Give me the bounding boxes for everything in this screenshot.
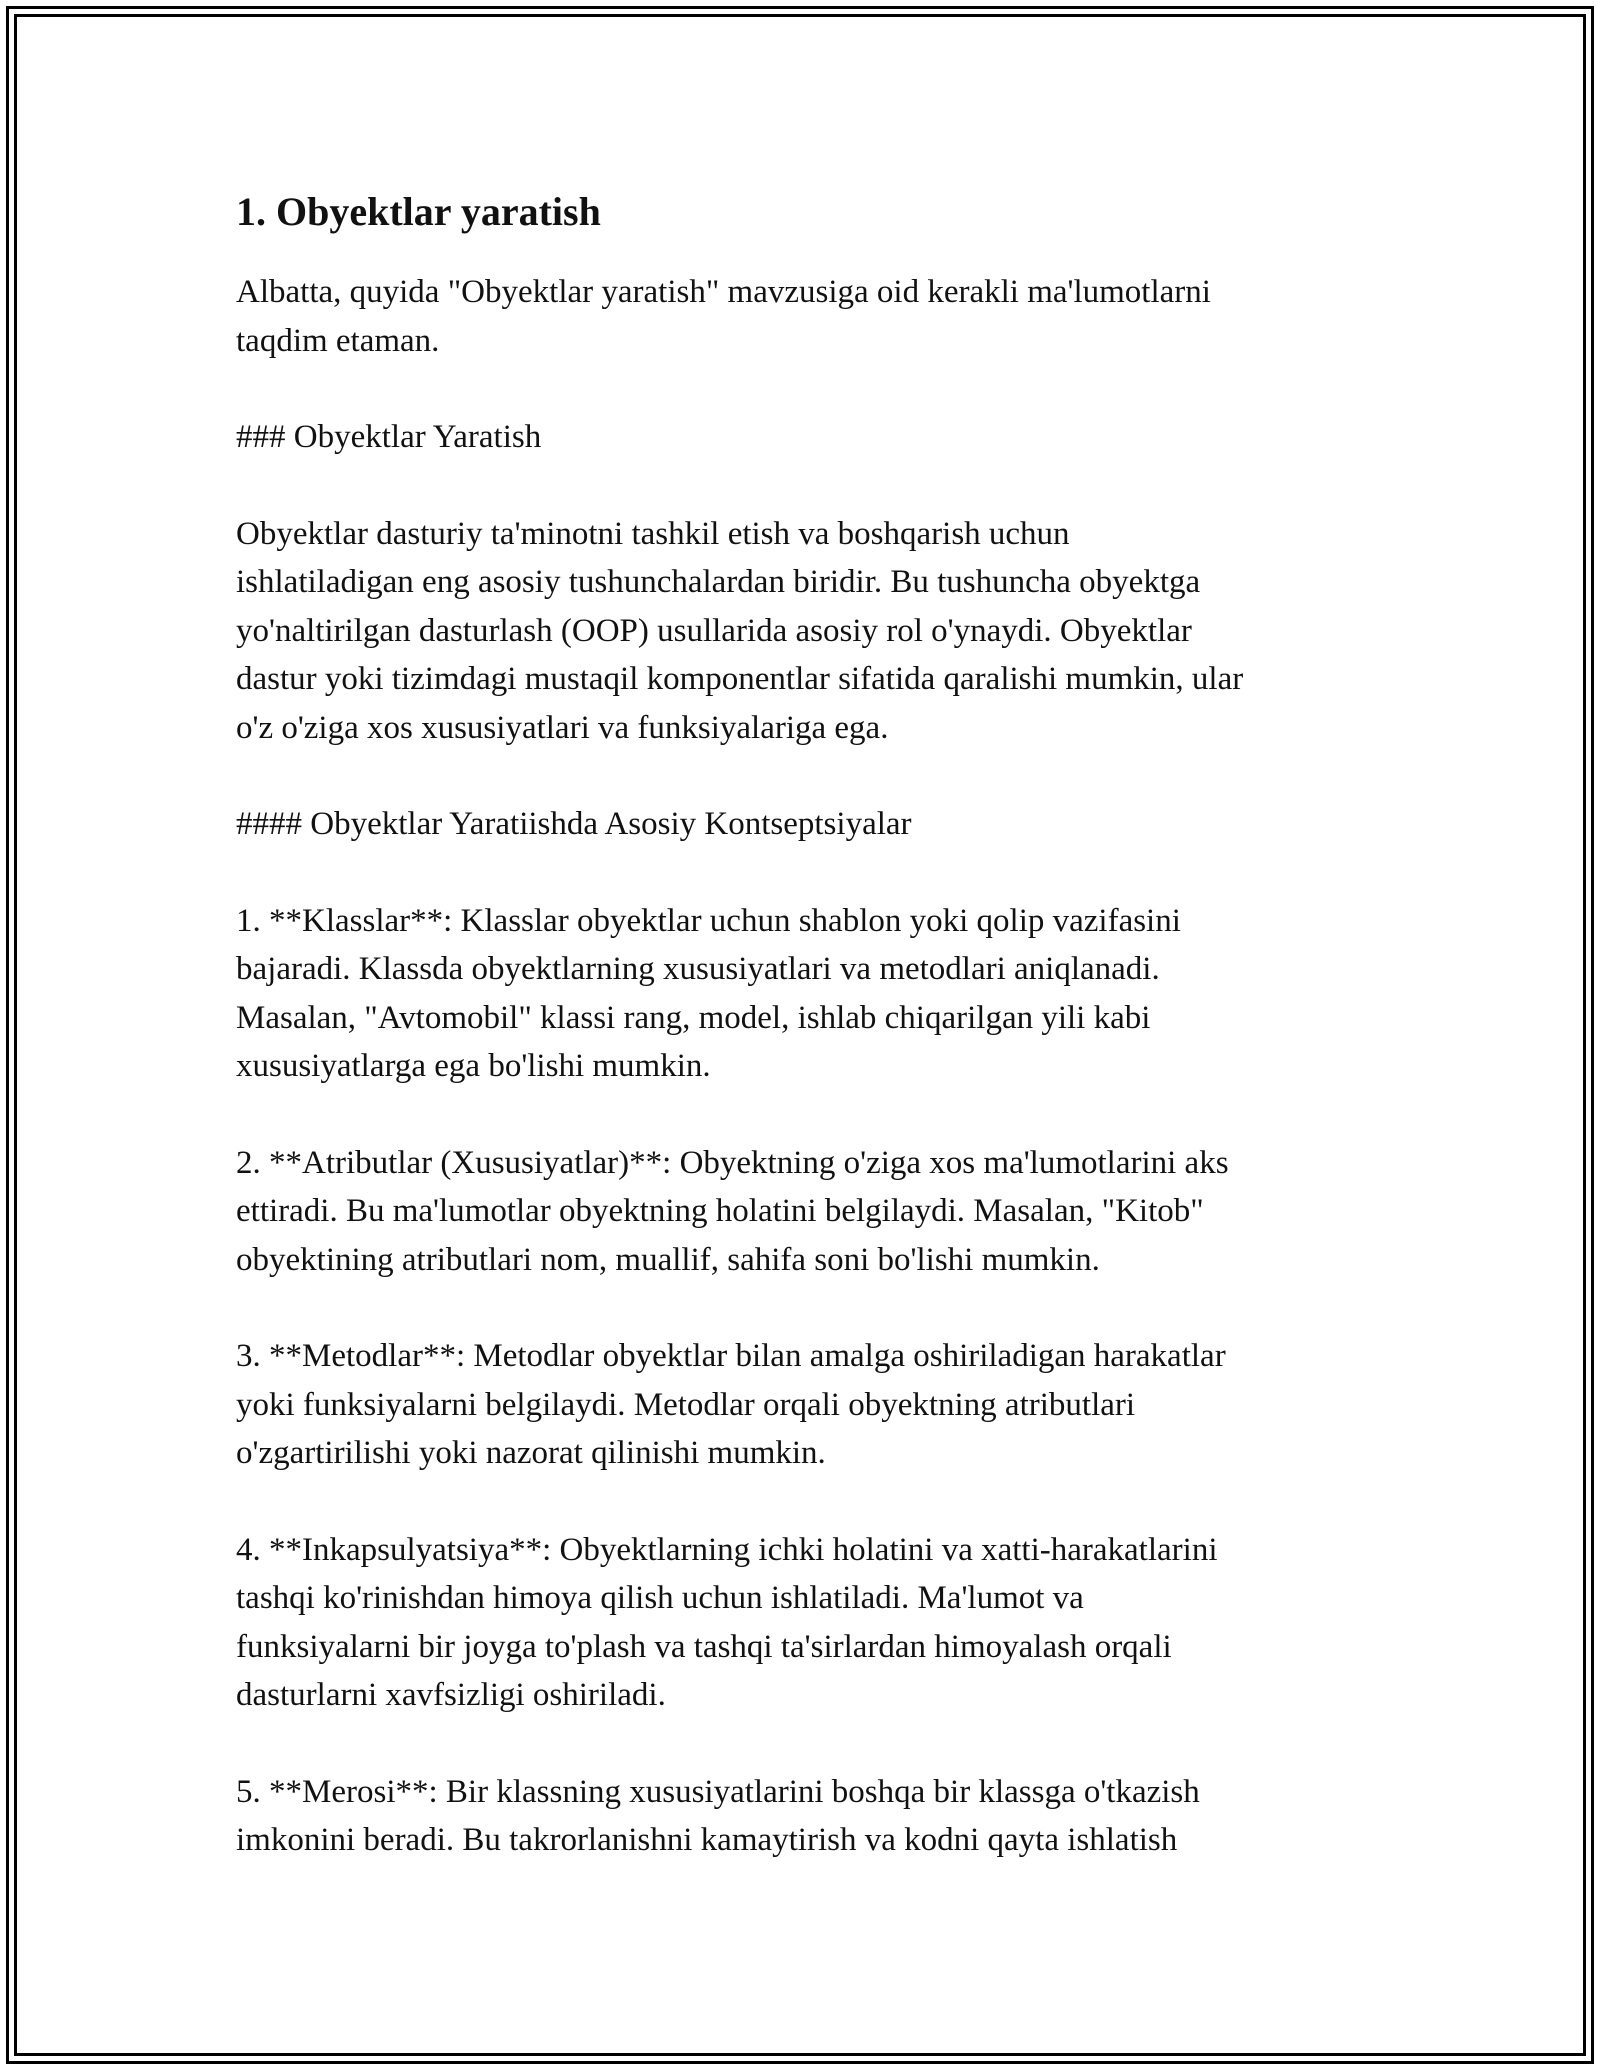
list-item-attributes: 2. **Atributlar (Xususiyatlar)**: Obyektning o'ziga xos ma'lumotlarini aks ettiradi. Bu ma'lumotlar obyektning holatini belgilaydi. Masalan, "Kitob" obyektining atributlari nom, muallif, sahifa soni bo'lishi mumkin.	[236, 1144, 1229, 1278]
list-item-classes: 1. **Klasslar**: Klasslar obyektlar uchun shablon yoki qolip vazifasini bajaradi. Klassda obyektlarning xususiyatlari va metodlari aniqlanadi. Masalan, "Avtomobil" klassi rang, model, ishlab chiqarilgan yili kabi xususiyatlarga ega bo'lishi mumkin.	[236, 902, 1181, 1084]
document-page	[236, 186, 1366, 1865]
intro-paragraph: Albatta, quyida "Obyektlar yaratish" mavzusiga oid kerakli ma'lumotlarni taqdim etaman.	[236, 274, 1211, 359]
document-title: 1. Obyektlar yaratish	[236, 189, 601, 234]
list-item-methods: 3. **Metodlar**: Metodlar obyektlar bilan amalga oshiriladigan harakatlar yoki funksiyalarni belgilaydi. Metodlar orqali obyektning atributlari o'zgartirilishi yoki nazorat qilinishi mumkin.	[236, 1338, 1226, 1471]
list-item-inheritance: 5. **Merosi**: Bir klassning xususiyatlarini boshqa bir klassga o'tkazish imkonini beradi. Bu takrorlanishni kamaytirish va kodni qayta ishlatish	[236, 1773, 1200, 1858]
subsection-heading: #### Obyektlar Yaratiishda Asosiy Kontseptsiyalar	[236, 806, 912, 842]
section-heading: ### Obyektlar Yaratish	[236, 419, 542, 455]
definition-paragraph: Obyektlar dasturiy ta'minotni tashkil etish va boshqarish uchun ishlatiladigan eng asosiy tushunchalardan biridir. Bu tushuncha obyektga yo'naltirilgan dasturlash (OOP) usullarida asosiy rol o'ynaydi. Obyektlar dastur yoki tizimdagi mustaqil komponentlar sifatida qaralishi mumkin, ular o'z o'ziga xos xususiyatlari va funksiyalariga ega.	[236, 515, 1244, 746]
list-item-encapsulation: 4. **Inkapsulyatsiya**: Obyektlarning ichki holatini va xatti-harakatlarini tashqi ko'rinishdan himoya qilish uchun ishlatiladi. Ma'lumot va funksiyalarni bir joyga to'plash va tashqi ta'sirlardan himoyalash orqali dasturlarni xavfsizligi oshiriladi.	[236, 1531, 1218, 1713]
